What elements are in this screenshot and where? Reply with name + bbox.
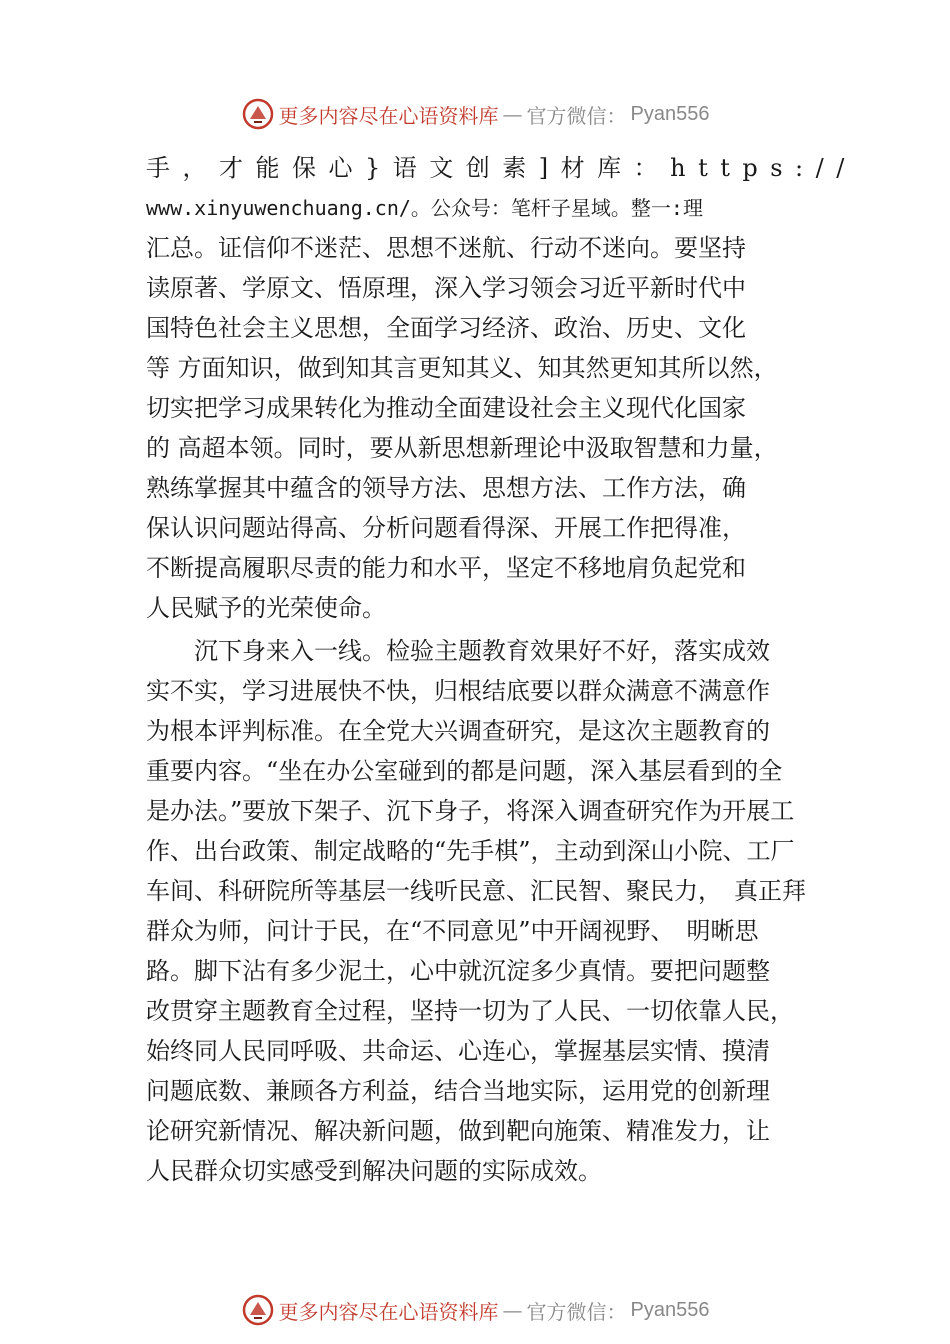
banner-site-text: 更多内容尽在心语资料库 (278, 1299, 499, 1324)
text-line: 切实把学习成果转化为推动全面建设社会主义现代化国家 (146, 394, 746, 422)
text-line: 汇总。证信仰不迷茫、思想不迷航、行动不迷向。要坚持 (146, 234, 746, 262)
text-line: 作、出台政策、制定战略的“先手棋”，主动到深山小院、工厂 (146, 837, 795, 865)
text-line: 沉下身来入一线。检验主题教育效果好不好，落实成效 (146, 637, 770, 665)
seal-logo-icon (241, 97, 275, 131)
paragraph (146, 631, 818, 1191)
banner-wechat-label: 官方微信： (526, 1299, 627, 1324)
text-line: 车间、科研院所等基层一线听民意、汇民智、聚民力， 真正拜 (146, 877, 806, 905)
document-body (146, 148, 857, 1191)
text-line: 重要内容。“坐在办公室碰到的都是问题，深入基层看到的全 (146, 757, 783, 785)
text-line: 改贯穿主题教育全过程，坚持一切为了人民、一切依靠人民， (146, 997, 794, 1025)
text-line: 的 高超本领。同时，要从新思想新理论中汲取智慧和力量， (146, 434, 778, 462)
text-line: 论研究新情况、解决新问题，做到靶向施策、精准发力，让 (146, 1117, 770, 1145)
paragraph (146, 148, 857, 628)
text-line: 熟练掌握其中蕴含的领导方法、思想方法、工作方法，确 (146, 474, 746, 502)
text-line: 保认识问题站得高、分析问题看得深、开展工作把得准， (146, 514, 746, 542)
text-line: 是办法。”要放下架子、沉下身子，将深入调查研究作为开展工 (146, 797, 795, 825)
footer-banner (0, 1288, 950, 1332)
banner-wechat-label: 官方微信： (526, 103, 627, 128)
text-line: 国特色社会主义思想，全面学习经济、政治、历史、文化 (146, 314, 746, 342)
seal-logo-icon (241, 1293, 275, 1327)
text-line: 读原著、学原文、悟原理，深入学习领会习近平新时代中 (146, 274, 746, 302)
text-line: 始终同人民同呼吸、共命运、心连心，掌握基层实情、摸清 (146, 1037, 770, 1065)
banner-separator: — (502, 102, 523, 126)
text-line: 手，才能保心}语文创素]材库：https:// (146, 154, 857, 182)
banner-separator: — (502, 1298, 523, 1322)
text-line: 不断提高履职尽责的能力和水平，坚定不移地肩负起党和 (146, 554, 746, 582)
banner-site-text: 更多内容尽在心语资料库 (278, 103, 499, 128)
text-line: 实不实，学习进展快不快，归根结底要以群众满意不满意作 (146, 677, 770, 705)
banner-wechat-id: Pyan556 (630, 1298, 710, 1321)
header-banner (0, 92, 950, 136)
text-line: www.xinyuwenchuang.cn/。公众号：笔杆子星域。整一:理 (146, 196, 703, 220)
text-line: 等 方面知识，做到知其言更知其义、知其然更知其所以然， (146, 354, 778, 382)
text-line: 人民群众切实感受到解决问题的实际成效。 (146, 1157, 602, 1185)
text-line: 问题底数、兼顾各方利益，结合当地实际，运用党的创新理 (146, 1077, 770, 1105)
text-line: 为根本评判标准。在全党大兴调查研究，是这次主题教育的 (146, 717, 770, 745)
text-line: 人民赋予的光荣使命。 (146, 594, 386, 622)
banner-wechat-id: Pyan556 (630, 102, 710, 125)
text-line: 路。脚下沾有多少泥土，心中就沉淀多少真情。要把问题整 (146, 957, 770, 985)
text-line: 群众为师，问计于民，在“不同意见”中开阔视野、 明晰思 (146, 917, 759, 945)
